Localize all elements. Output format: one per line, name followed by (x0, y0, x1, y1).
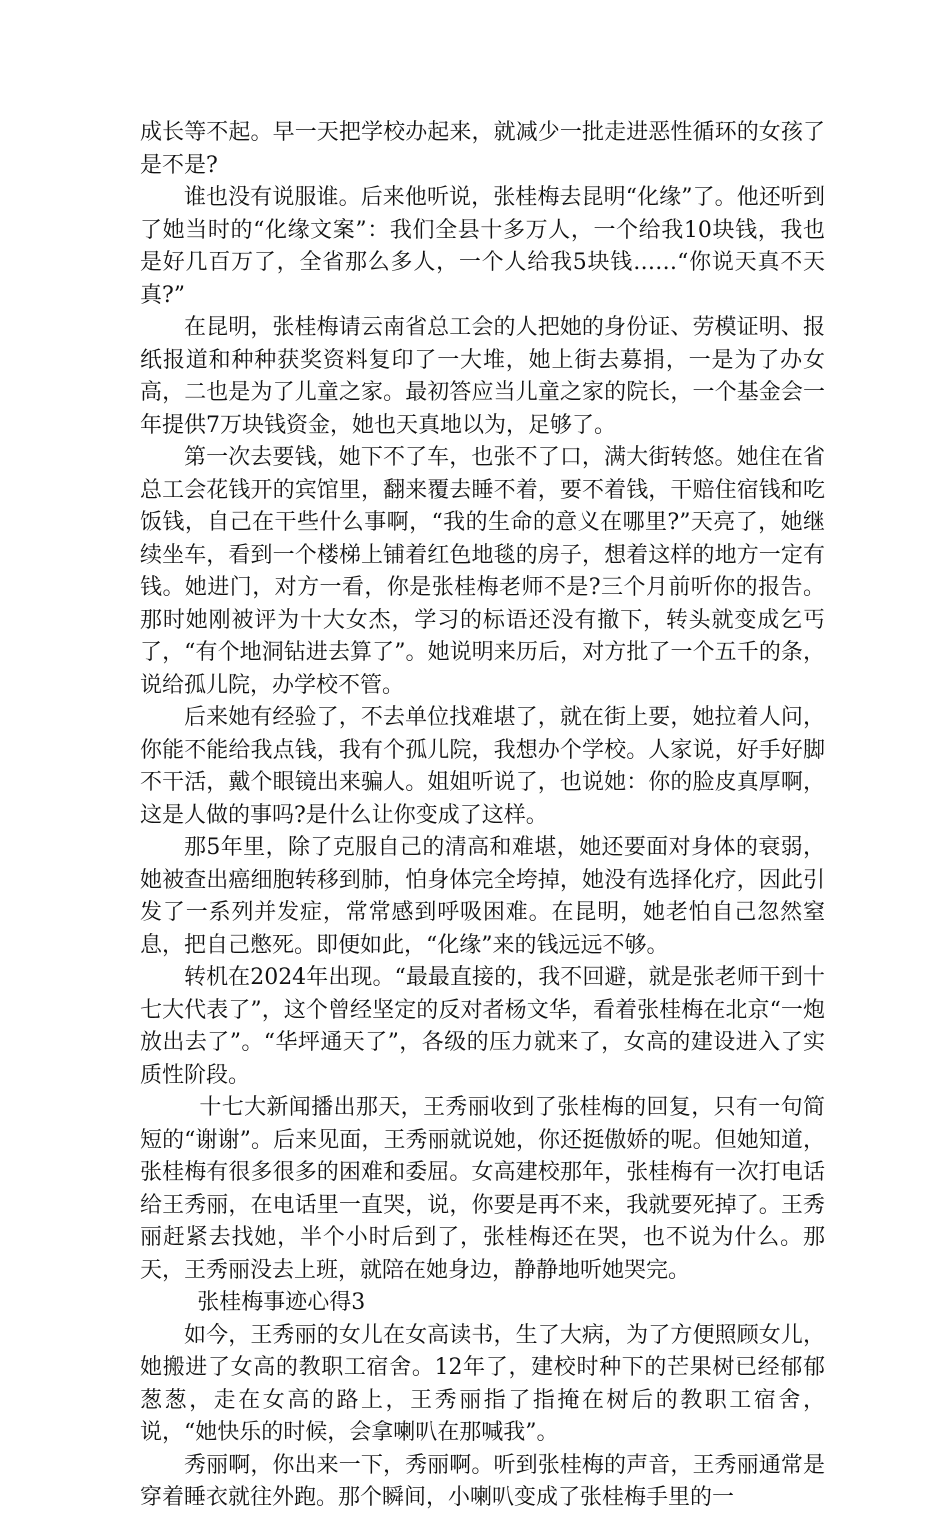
paragraph: 十七大新闻播出那天，王秀丽收到了张桂梅的回复，只有一句简短的“谢谢”。后来见面，王秀丽就说她，你还挺傲娇的呢。但她知道，张桂梅有很多很多的困难和委屈。女高建校那年，张桂梅有一次打电话给王秀丽，在电话里一直哭，说，你要是再不来，我就要死掉了。王秀丽赶紧去找她，半个小时后到了，张桂梅还在哭，也不说为什么。那天，王秀丽没去上班，就陪在她身边，静静地听她哭完。 (140, 1095, 825, 1283)
paragraph: 那5年里，除了克服自己的清高和难堪，她还要面对身体的衰弱，她被查出癌细胞转移到肺，怕身体完全垮掉，她没有选择化疗，因此引发了一系列并发症，常常感到呼吸困难。在昆明，她老怕自己忽然窒息，把自己憋死。即便如此，“化缘”来的钱远远不够。 (140, 835, 825, 958)
paragraph: 如今，王秀丽的女儿在女高读书，生了大病，为了方便照顾女儿，她搬进了女高的教职工宿舍。12年了，建校时种下的芒果树已经郁郁葱葱，走在女高的路上，王秀丽指了指掩在树后的教职工宿舍，说，“她快乐的时候，会拿喇叭在那喊我”。 (140, 1322, 825, 1445)
paragraph: 第一次去要钱，她下不了车，也张不了口，满大街转悠。她住在省总工会花钱开的宾馆里，翻来覆去睡不着，要不着钱，干赔住宿钱和吃饭钱，自己在干些什么事啊，“我的生命的意义在哪里?”天亮了，她继续坐车，看到一个楼梯上铺着红色地毯的房子，想着这样的地方一定有钱。她进门，对方一看，你是张桂梅老师不是?三个月前听你的报告。那时她刚被评为十大女杰，学习的标语还没有撤下，转头就变成乞丐了，“有个地洞钻进去算了”。她说明来历后，对方批了一个五千的条，说给孤儿院，办学校不管。 (140, 445, 825, 698)
paragraph: 转机在2024年出现。“最最直接的，我不回避，就是张老师干到十七大代表了”，这个曾经坚定的反对者杨文华，看着张桂梅在北京“一炮放出去了”。“华坪通天了”，各级的压力就来了，女高的建设进入了实质性阶段。 (140, 965, 825, 1088)
paragraph-continuation: 成长等不起。早一天把学校办起来，就减少一批走进恶性循环的女孩了是不是? (140, 120, 825, 178)
paragraph: 谁也没有说服谁。后来他听说，张桂梅去昆明“化缘”了。他还听到了她当时的“化缘文案”：我们全县十多万人，一个给我10块钱，我也是好几百万了，全省那么多人，一个人给我5块钱……“你说天真不天真?” (140, 185, 825, 308)
section-heading: 张桂梅事迹心得3 (197, 1290, 366, 1315)
paragraph: 后来她有经验了，不去单位找难堪了，就在街上要，她拉着人问，你能不能给我点钱，我有个孤儿院，我想办个学校。人家说，好手好脚不干活，戴个眼镜出来骗人。姐姐听说了，也说她：你的脸皮真厚啊，这是人做的事吗?是什么让你变成了这样。 (140, 705, 825, 828)
paragraph: 秀丽啊，你出来一下，秀丽啊。听到张桂梅的声音，王秀丽通常是穿着睡衣就往外跑。那个瞬间，小喇叭变成了张桂梅手里的一 (140, 1452, 825, 1510)
document-page (140, 117, 825, 1515)
paragraph: 在昆明，张桂梅请云南省总工会的人把她的身份证、劳模证明、报纸报道和种种获奖资料复印了一大堆，她上街去募捐，一是为了办女高，二也是为了儿童之家。最初答应当儿童之家的院长，一个基金会一年提供7万块钱资金，她也天真地以为，足够了。 (140, 315, 825, 438)
